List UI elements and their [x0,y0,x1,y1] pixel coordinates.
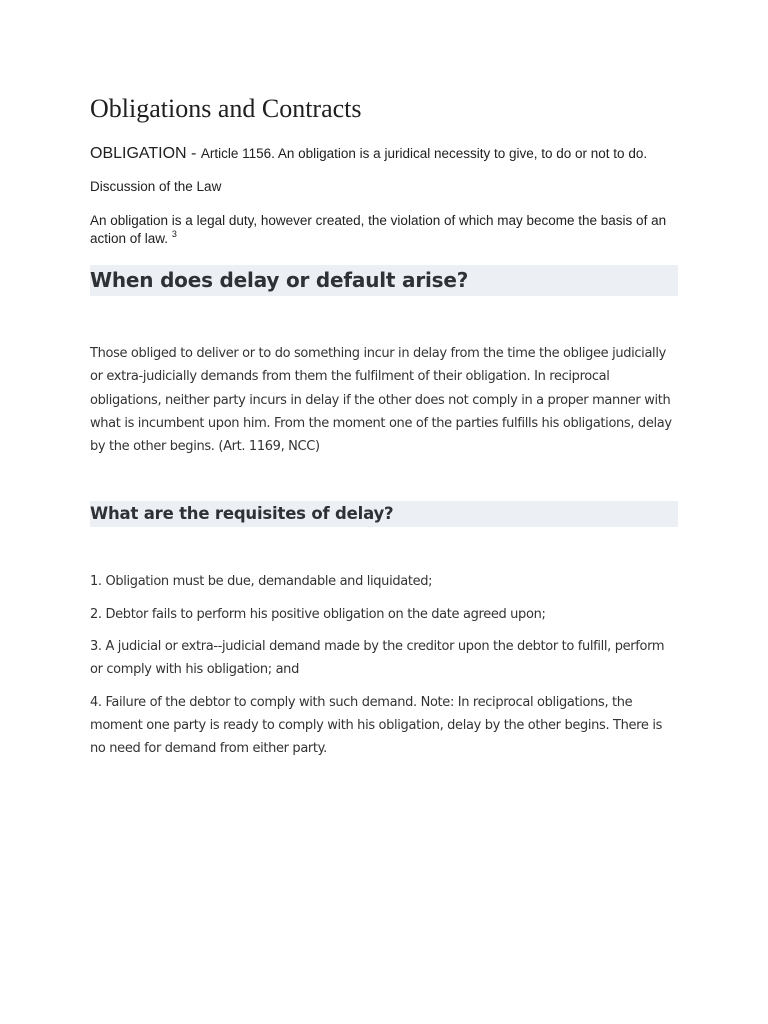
section-spacer [90,458,678,501]
delay-paragraph: Those obliged to deliver or to do something incur in delay from the time the obligee judicially or extra-judicially demands from them the fulfilment of their obligation. In reciprocal obligations, neither party incurs in delay if the other does not comply in a proper manner with what is incumbent upon him. From the moment one of the parties fulfills his obligations, delay by the other begins. (Art. 1169, NCC) [90,346,672,455]
document-title: Obligations and Contracts [90,94,362,123]
requisites-list [90,570,678,760]
obligation-term: OBLIGATION - [90,145,201,162]
document-page [90,92,678,770]
section-heading-requisites: What are the requisites of delay? [90,501,678,527]
obligation-article-text: Article 1156. An obligation is a juridical necessity to give, to do or not to do. [200,146,648,161]
definition-text: An obligation is a legal duty, however created, the violation of which may become the basis of an action of law. [90,213,667,246]
obligation-definition-line [90,144,678,164]
list-item: 4. Failure of the debtor to comply with such demand. Note: In reciprocal obligations, the moment one party is ready to comply with his obligation, delay by the other begins. There is no need for demand from either party. [90,694,663,757]
obligation-legal-duty-text [90,212,678,248]
section-heading-delay: When does delay or default arise? [90,265,678,296]
footnote-reference: 3 [171,229,177,239]
discussion-label: Discussion of the Law [90,179,222,194]
list-item: 2. Debtor fails to perform his positive obligation on the date agreed upon; [90,606,546,622]
list-item: 1. Obligation must be due, demandable and liquidated; [90,574,433,590]
list-item: 3. A judicial or extra--judicial demand made by the creditor upon the debtor to fulfill, perform or comply with his obligation; and [90,639,665,678]
